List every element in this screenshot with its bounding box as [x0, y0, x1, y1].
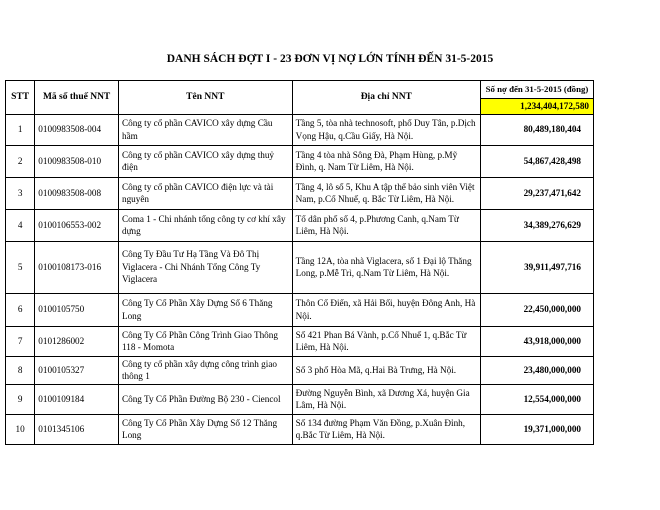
cell-debt: 29,237,471,642: [480, 177, 593, 209]
cell-address: Tầng 4 tòa nhà Sông Đà, Phạm Hùng, p.Mỹ Đình, q. Nam Từ Liêm, Hà Nội.: [292, 145, 480, 177]
cell-name: Công Ty Cổ Phần Công Trình Giao Thông 118 - Momota: [118, 326, 292, 356]
table-row: [6, 177, 594, 209]
cell-debt: 43,918,000,000: [480, 326, 593, 356]
cell-debt: 34,389,276,629: [480, 209, 593, 241]
cell-address: Số 134 đường Phạm Văn Đồng, p.Xuân Đỉnh, q.Bắc Từ Liêm, Hà Nội.: [292, 414, 480, 444]
cell-debt: 19,371,000,000: [480, 414, 593, 444]
cell-stt: 6: [6, 293, 35, 326]
cell-tax-code: 0101345106: [35, 414, 119, 444]
cell-debt: 23,480,000,000: [480, 356, 593, 384]
table-row: [6, 293, 594, 326]
cell-tax-code: 0100105327: [35, 356, 119, 384]
cell-address: Số 3 phố Hòa Mã, q.Hai Bà Trưng, Hà Nội.: [292, 356, 480, 384]
cell-name: Công Ty Đầu Tư Hạ Tầng Và Đô Thị Viglacera - Chi Nhánh Tổng Công Ty Viglacera: [118, 241, 292, 293]
table-row: [6, 414, 594, 444]
cell-name: Coma 1 - Chi nhánh tổng công ty cơ khí xây dựng: [118, 209, 292, 241]
total-debt: 1,234,404,172,580: [480, 99, 593, 115]
cell-debt: 80,489,180,404: [480, 114, 593, 145]
cell-stt: 8: [6, 356, 35, 384]
cell-address: Tổ dân phố số 4, p.Phương Canh, q.Nam Từ Liêm, Hà Nội.: [292, 209, 480, 241]
cell-stt: 2: [6, 145, 35, 177]
cell-tax-code: 0100983508-010: [35, 145, 119, 177]
cell-name: Công Ty Cổ Phần Xây Dựng Số 6 Thăng Long: [118, 293, 292, 326]
table-row: [6, 241, 594, 293]
header-address: Địa chỉ NNT: [292, 81, 480, 115]
cell-stt: 5: [6, 241, 35, 293]
cell-debt: 54,867,428,498: [480, 145, 593, 177]
cell-address: Đường Nguyễn Bình, xã Dương Xá, huyện Gia Lâm, Hà Nội.: [292, 384, 480, 414]
cell-tax-code: 0100109184: [35, 384, 119, 414]
cell-stt: 7: [6, 326, 35, 356]
cell-debt: 12,554,000,000: [480, 384, 593, 414]
table-row: [6, 356, 594, 384]
cell-stt: 9: [6, 384, 35, 414]
cell-tax-code: 0101286002: [35, 326, 119, 356]
document-title: DANH SÁCH ĐỢT I - 23 ĐƠN VỊ NỢ LỚN TÍNH ĐẾN 31-5-2015: [166, 53, 494, 65]
debtor-table: [5, 80, 594, 445]
cell-name: Công ty cổ phần CAVICO điện lực và tài nguyên: [118, 177, 292, 209]
table-row: [6, 326, 594, 356]
cell-tax-code: 0100983508-004: [35, 114, 119, 145]
cell-name: Công Ty Cổ Phần Đường Bộ 230 - Ciencol: [118, 384, 292, 414]
table-row: [6, 145, 594, 177]
header-debt: Số nợ đến 31-5-2015 (đồng): [480, 81, 593, 99]
cell-stt: 3: [6, 177, 35, 209]
cell-name: Công Ty Cổ Phần Xây Dựng Số 12 Thăng Long: [118, 414, 292, 444]
header-stt: STT: [6, 81, 35, 115]
table-row: [6, 114, 594, 145]
cell-name: Công ty cổ phần CAVICO xây dựng thuỷ điện: [118, 145, 292, 177]
cell-address: Tầng 12A, tòa nhà Viglacera, số 1 Đại lộ Thăng Long, p.Mễ Trì, q.Nam Từ Liêm, Hà Nội.: [292, 241, 480, 293]
cell-address: Thôn Cổ Điển, xã Hải Bối, huyện Đông Anh, Hà Nội.: [292, 293, 480, 326]
cell-tax-code: 0100108173-016: [35, 241, 119, 293]
cell-stt: 1: [6, 114, 35, 145]
table-row: [6, 384, 594, 414]
cell-debt: 22,450,000,000: [480, 293, 593, 326]
cell-tax-code: 0100106553-002: [35, 209, 119, 241]
cell-stt: 4: [6, 209, 35, 241]
cell-address: Số 421 Phan Bá Vành, p.Cổ Nhuế 1, q.Bắc Từ Liêm, Hà Nội.: [292, 326, 480, 356]
cell-address: Tầng 4, lô số 5, Khu A tập thể bảo sinh viên Việt Nam, p.Cổ Nhuế, q. Bắc Từ Liêm, Hà Nội.: [292, 177, 480, 209]
cell-stt: 10: [6, 414, 35, 444]
cell-name: Công ty cổ phần CAVICO xây dựng Cầu hầm: [118, 114, 292, 145]
cell-tax-code: 0100105750: [35, 293, 119, 326]
header-tax-code: Mã số thuế NNT: [35, 81, 119, 115]
cell-name: Công ty cổ phần xây dựng công trình giao thông 1: [118, 356, 292, 384]
cell-tax-code: 0100983508-008: [35, 177, 119, 209]
cell-address: Tầng 5, tòa nhà technosoft, phố Duy Tân, p.Dịch Vọng Hậu, q.Cầu Giấy, Hà Nội.: [292, 114, 480, 145]
cell-debt: 39,911,497,716: [480, 241, 593, 293]
table-row: [6, 209, 594, 241]
header-name: Tên NNT: [118, 81, 292, 115]
